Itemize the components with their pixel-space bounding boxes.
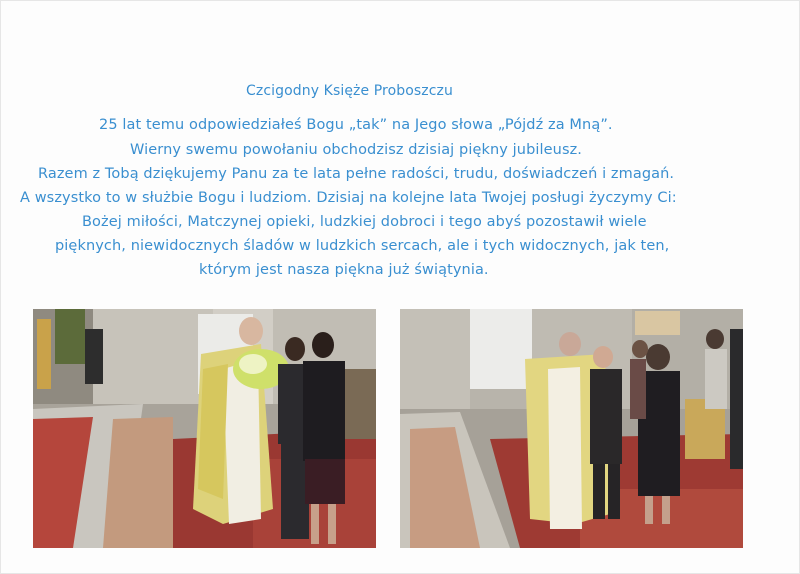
letter-line-3: Razem z Tobą dziękujemy Panu za te lata pełne radości, trudu, doświadczeń i zmagań. <box>38 166 675 182</box>
letter-line-7: którym jest nasza piękna już świątynia. <box>199 262 489 278</box>
photo-group-greeting <box>400 309 743 548</box>
letter-line-1: 25 lat temu odpowiedziałeś Bogu „tak” na Jego słowa „Pójdź za Mną”. <box>99 117 613 133</box>
photo-flowers-presentation <box>33 309 376 548</box>
letter-line-5: Bożej miłości, Matczynej opieki, ludzkiej dobroci i tego abyś pozostawił wiele <box>82 214 647 230</box>
letter-line-4: A wszystko to w służbie Bogu i ludziom. Dzisiaj na kolejne lata Twojej posługi życzymy Ci: <box>20 190 677 206</box>
letter-line-6: pięknych, niewidocznych śladów w ludzkich sercach, ale i tych widocznych, jak ten, <box>55 238 670 254</box>
letter-line-2: Wierny swemu powołaniu obchodzisz dzisiaj piękny jubileusz. <box>130 142 583 158</box>
greeting: Czcigodny Księże Proboszczu <box>246 83 453 99</box>
